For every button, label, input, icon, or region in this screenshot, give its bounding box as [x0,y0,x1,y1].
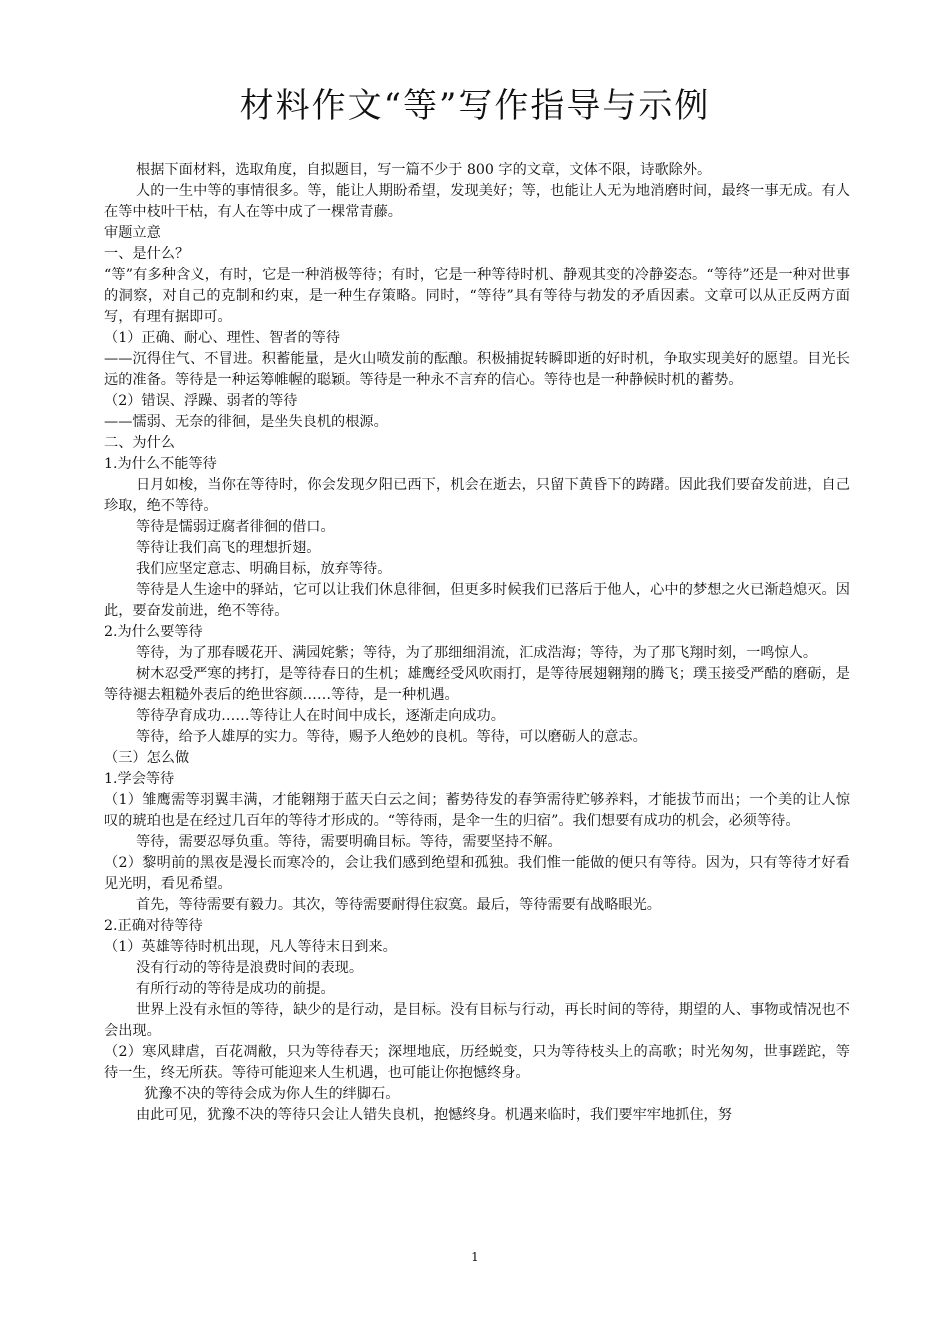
paragraph: 等待，给予人雄厚的实力。等待，赐予人绝妙的良机。等待，可以磨砺人的意志。 [136,729,647,745]
paragraph: 等待孕育成功……等待让人在时间中成长，逐渐走向成功。 [136,708,505,724]
paragraph: ——沉得住气、不冒进。积蓄能量，是火山喷发前的酝酿。积极捕捉转瞬即逝的好时机，争取实现美好的愿望。目光长远的准备。等待是一种运筹帷幄的聪颖。等待是一种永不言弃的信心。等待也是一种静候时机的蓄势。 [104,351,850,388]
paragraph: 等待是懦弱迂腐者徘徊的借口。 [136,519,335,535]
paragraph: 树木忍受严寒的拷打，是等待春日的生机；雄鹰经受风吹雨打，是等待展翅翱翔的腾飞；璞玉接受严酷的磨砺，是等待褪去粗糙外表后的绝世容颜……等待，是一种机遇。 [104,666,850,703]
paragraph: 有所行动的等待是成功的前提。 [136,981,335,997]
subheading: （1）正确、耐心、理性、智者的等待 [104,330,341,346]
section-heading: 一、是什么？ [104,246,190,262]
paragraph: “等”有多种含义，有时，它是一种消极等待；有时，它是一种等待时机、静观其变的冷静姿态。“等待”还是一种对世事的洞察，对自己的克制和约束，是一种生存策略。同时，“等待”具有等待与勃发的矛盾因素。文章可以从正反两方面写，有理有据即可。 [104,267,850,325]
paragraph: 等待，为了那春暖花开、满园姹紫；等待，为了那细细涓流，汇成浩海；等待，为了那飞翔时刻，一鸣惊人。 [136,645,818,661]
subheading: 2.正确对待等待 [104,918,203,934]
subheading: 1.为什么不能等待 [104,456,217,472]
paragraph: 犹豫不决的等待会成为你人生的绊脚石。 [144,1086,400,1102]
subheading: （2）错误、浮躁、弱者的等待 [104,393,298,409]
paragraph: 世界上没有永恒的等待，缺少的是行动，是目标。没有目标与行动，再长时间的等待，期望的人、事物或情况也不会出现。 [104,1002,850,1039]
paragraph: 由此可见，犹豫不决的等待只会让人错失良机，抱憾终身。机遇来临时，我们要牢牢地抓住，努 [136,1107,732,1123]
paragraph: 我们应坚定意志、明确目标，放弃等待。 [136,561,392,577]
page-number: 1 [471,1250,479,1264]
paragraph: 根据下面材料，选取角度，自拟题目，写一篇不少于 800 字的文章，文体不限，诗歌除外。 [136,162,712,178]
subheading: 2.为什么要等待 [104,624,203,640]
paragraph: 等待让我们高飞的理想折翅。 [136,540,321,556]
paragraph: 人的一生中等的事情很多。等，能让人期盼希望，发现美好；等，也能让人无为地消磨时间，最终一事无成。有人在等中枝叶干枯，有人在等中成了一棵常青藤。 [104,183,850,220]
paragraph: （2）黎明前的黑夜是漫长而寒冷的，会让我们感到绝望和孤独。我们惟一能做的便只有等待。因为，只有等待才好看见光明，看见希望。 [104,855,850,892]
paragraph: 等待是人生途中的驿站，它可以让我们休息徘徊，但更多时候我们已落后于他人，心中的梦想之火已渐趋熄灭。因此，要奋发前进，绝不等待。 [104,582,850,619]
section-heading: 审题立意 [104,225,161,241]
paragraph: 日月如梭，当你在等待时，你会发现夕阳已西下，机会在逝去，只留下黄昏下的踌躇。因此我们要奋发前进，自己珍取，绝不等待。 [104,477,850,514]
paragraph: 首先，等待需要有毅力。其次，等待需要耐得住寂寞。最后，等待需要有战略眼光。 [136,897,661,913]
subheading: 1.学会等待 [104,771,175,787]
section-heading: （三）怎么做 [104,750,190,766]
paragraph: （1）英雄等待时机出现，凡人等待末日到来。 [104,939,397,955]
paragraph: （1）雏鹰需等羽翼丰满，才能翱翔于蓝天白云之间；蓄势待发的春笋需待贮够养料，才能拔节而出；一个美的让人惊叹的琥珀也是在经过几百年的等待才形成的。“等待雨，是伞一生的归宿”。我们想要有成功的机会，必须等待。 [104,792,850,829]
paragraph: （2）寒风肆虐，百花凋敝，只为等待春天；深埋地底，历经蜕变，只为等待枝头上的高歌；时光匆匆，世事蹉跎，等待一生，终无所获。等待可能迎来人生机遇，也可能让你抱憾终身。 [104,1044,850,1081]
section-heading: 二、为什么 [104,435,175,451]
document-body [104,160,850,1126]
paragraph: ——懦弱、无奈的徘徊，是坐失良机的根源。 [104,414,388,430]
paragraph: 没有行动的等待是浪费时间的表现。 [136,960,364,976]
paragraph: 等待，需要忍辱负重。等待，需要明确目标。等待，需要坚持不解。 [136,834,562,850]
page-title: 材料作文“等”写作指导与示例 [239,86,711,126]
